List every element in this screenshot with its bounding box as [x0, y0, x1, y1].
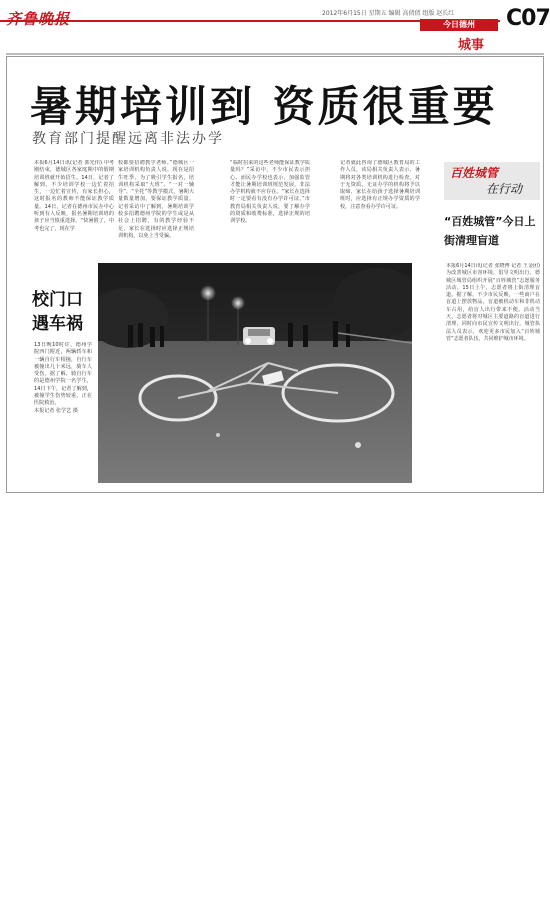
accident-photo	[98, 263, 412, 483]
article-column-4: 记者就此咨询了德城区教育局的工作人员，该局相关负责人表示，暑期将对各类培训机构进行检查。对于无资质、无证办学的机构将予以取缔，家长在给孩子选择暑期培训班时，应选择有正规办学资质的学校，注意查看办学许可证。	[340, 160, 420, 210]
article-column-1: 本报6月14日讯(记者 郭光伟) 中考刚结束，德城区各家庭期中的假期培训班就开始招生。14日，记者了解到，不少培训学校一边忙着招生，一边忙着宣传，有家长担心，这时报名的教师不能保证教学质量。14日，记者在德州市民办中心听到有人反映，报名暑期培训班的孩子应当慎重选择。“快暑假了，中考也完了，现在学	[34, 160, 114, 232]
side-story-title: 校门口遇车祸	[32, 290, 83, 334]
frame-top-rule	[6, 53, 544, 55]
article-column-2: 校都要招聘教学老师。”德城区一家培训机构负责人说，现在是招生旺季，为了吸引学生报名，培训机构采取“大班”、“一对一辅导”、“全托”等教学模式，暑期大量数量增加，要保证教学质量。记者采访中了解到，暑期培训学校多招聘德州学院的学生或是从社会上招聘，有的教学经验不足，家长在选择时应选择正规培训机构，以免上当受骗。	[118, 160, 194, 239]
header-meta: 2012年6月15日 星期五 编辑 高倩倩 组版 赵长红	[322, 10, 455, 17]
side-story-text: 13日晚10时许，德州学院西门附近，两辆轿车和一辆自行车相撞，自行车被撞出几十米远，骑车人受伤。据了解，骑自行车的是德州学院一名学生，14日下午，记者了解到，被撞学生伤势较重，正在医院救治。 本报记者 张学艺 摄	[34, 342, 92, 414]
page-number: C07	[506, 6, 550, 31]
column-badge-sub: 在行动	[486, 182, 523, 196]
right-column-text: 本报6月14日讯(记者 张晓博 记者 王金团) 为改善城区市容环境，倡导文明出行，德城区城管局组织开展“百姓城管”志愿服务活动，15日上午，志愿者将上街清理盲道。据了解，不少市民反映，一些商户在盲道上摆放物品，盲道被机动车和非机动车占用，给盲人出行带来不便。活动当天，志愿者将对城区主要道路的盲道进行清理，同时向市民宣传文明出行。城管执法人员表示，欢迎更多市民加入“百姓城管”志愿者队伍，共同维护城市环境。	[446, 263, 540, 342]
article-headline: 暑期培训到 资质很重要	[30, 82, 498, 131]
right-column-headline: “百姓城管”今日上街清理盲道	[444, 215, 536, 247]
article-column-3: “临时招来的这些老师能保证教学质量吗？”采访中，不少市民表示担心。而民办学校也表示，加强监管才能让暑期培训班规范发展，非法办学机构就不应存在。“家长在选择时一定要看有没有办学许可证，”市教育局相关负责人说，要了解办学的资质和收费标准，选择正规的培训学校。	[230, 160, 310, 225]
edition-label: 今日德州	[420, 19, 498, 31]
column-badge-main: 百姓城管	[450, 166, 499, 180]
newspaper-masthead: 齐鲁晚报	[6, 10, 71, 28]
section-label: 城事	[458, 38, 485, 53]
article-subhead: 教育部门提醒远离非法办学	[32, 131, 224, 147]
